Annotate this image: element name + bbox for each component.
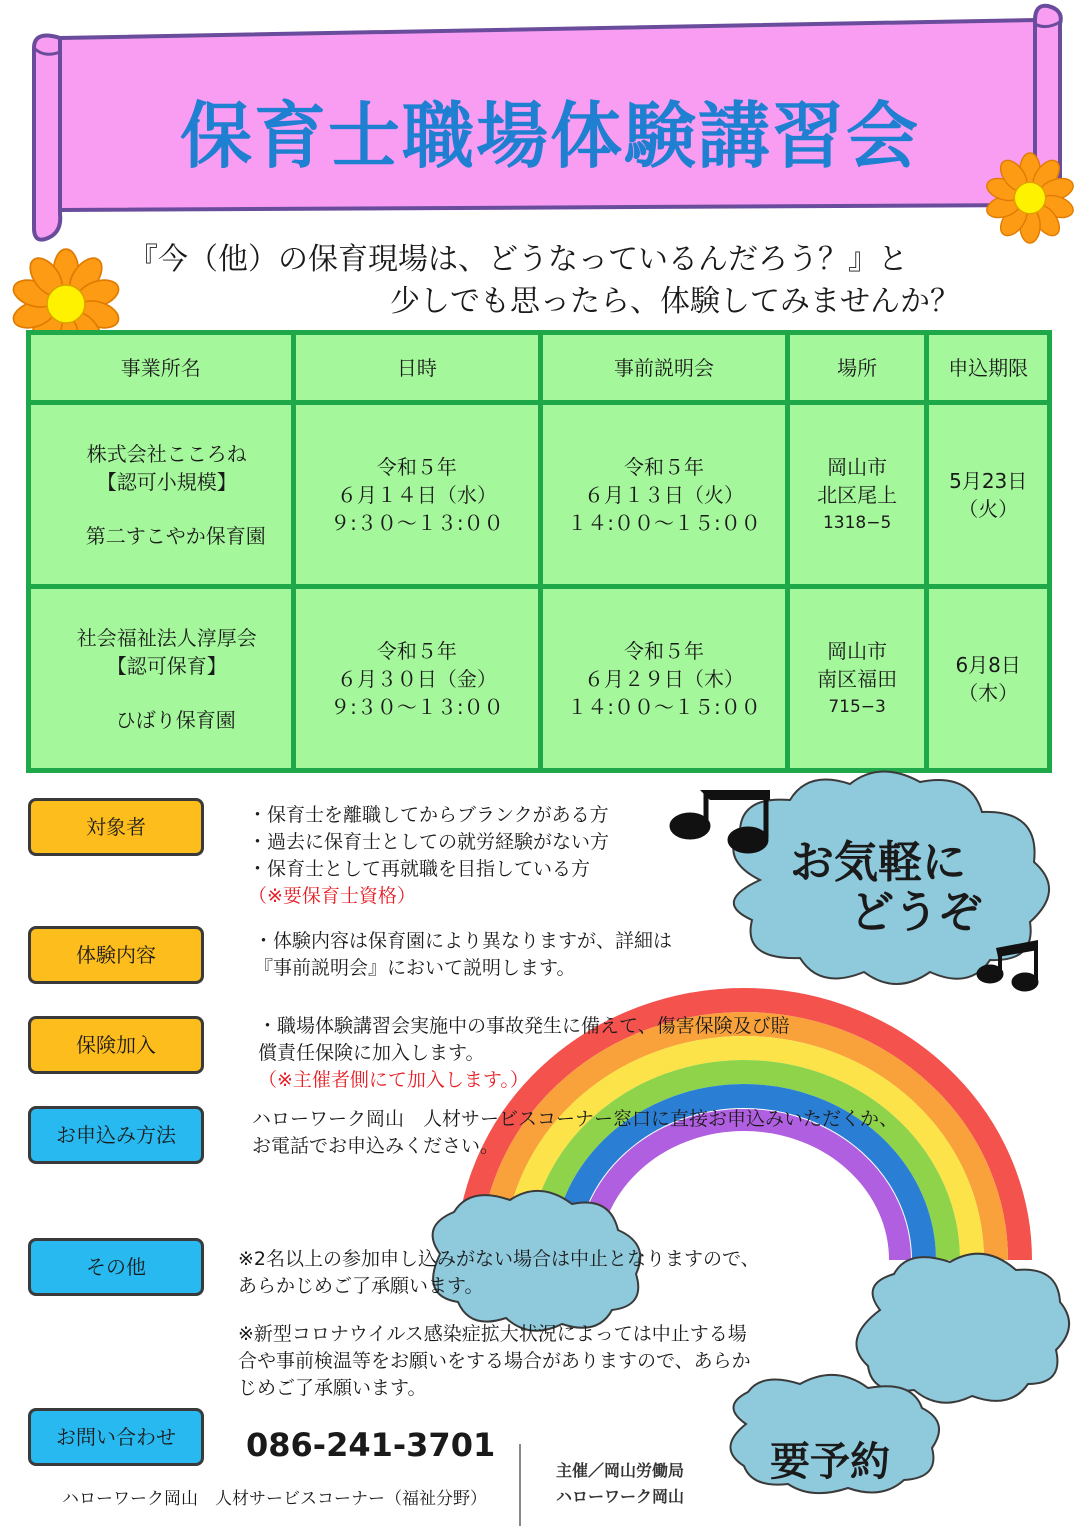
date-time: ９:３０～１３:００ — [330, 510, 504, 535]
content-label: 体験内容 — [28, 926, 204, 984]
other-text-1 — [238, 1246, 760, 1300]
sponsor — [556, 1458, 684, 1510]
header-place: 場所 — [787, 333, 927, 403]
facility-type: 【認可保育】 — [106, 653, 227, 678]
briefing-era: 令和５年 — [624, 638, 705, 663]
date-era: 令和５年 — [376, 454, 457, 479]
header-company: 事業所名 — [29, 333, 294, 403]
date-time: ９:３０～１３:００ — [330, 694, 504, 719]
insurance-label: 保険加入 — [28, 1016, 204, 1074]
content-line: 『事前説明会』において説明します。 — [254, 957, 576, 979]
sponsor-line2: ハローワーク岡山 — [556, 1487, 685, 1506]
cloud-icon — [856, 1254, 1069, 1403]
facility-name: ひばり保育園 — [115, 707, 236, 732]
insurance-text — [258, 1013, 790, 1094]
other-line: あらかじめご了承願います。 — [238, 1275, 484, 1297]
apply-label: お申込み方法 — [28, 1106, 204, 1164]
apply-line: お電話でお申込みください。 — [252, 1135, 500, 1157]
place-area: 北区尾上 — [817, 482, 898, 507]
office-name: ハローワーク岡山 人材サービスコーナー（福祉分野） — [62, 1489, 487, 1509]
other-line: 合や事前検温等をお願いをする場合がありますので、あらか — [238, 1350, 751, 1372]
other-line: じめご了承願います。 — [238, 1377, 427, 1399]
place-city: 岡山市 — [827, 454, 888, 479]
company-name: 社会福祉法人淳厚会 — [76, 625, 257, 650]
place-city: 岡山市 — [827, 638, 888, 663]
deadline-day: 6月8日 — [955, 652, 1021, 677]
target-line: ・保育士を離職してからブランクがある方 — [248, 804, 609, 826]
place-number: 1318−5 — [822, 512, 892, 533]
place-area: 南区福田 — [817, 666, 898, 691]
footer-divider — [519, 1444, 521, 1526]
page-title: 保育士職場体験講習会 — [179, 94, 920, 178]
cloud-line1: お気軽に — [790, 837, 966, 888]
facility-type: 【認可小規模】 — [96, 469, 237, 494]
content-text — [254, 928, 672, 982]
deadline-day: 5月23日 — [949, 468, 1028, 493]
target-note: （※要保育士資格） — [248, 885, 416, 907]
insurance-note: （※主催者側にて加入します。） — [258, 1069, 529, 1091]
cloud-line2: どうぞ — [850, 887, 982, 938]
other-line: ※2名以上の参加申し込みがない場合は中止となりますので、 — [238, 1248, 760, 1270]
insurance-line: ・職場体験講習会実施中の事故発生に備えて、傷害保険及び賠 — [258, 1015, 790, 1037]
briefing-time: １４:００～１５:００ — [567, 510, 761, 535]
sponsor-line1: 主催／岡山労働局 — [556, 1461, 685, 1480]
target-text — [248, 802, 609, 910]
cloud-message — [790, 838, 982, 938]
tagline-line1: 『今（他）の保育現場は、どうなっているんだろう？』と — [128, 242, 908, 277]
header-deadline: 申込期限 — [927, 333, 1050, 403]
target-line: ・保育士として再就職を目指している方 — [248, 858, 591, 880]
content-line: ・体験内容は保育園により異なりますが、詳細は — [254, 930, 673, 952]
target-label: 対象者 — [28, 798, 204, 856]
facility-name: 第二すこやか保育園 — [85, 523, 266, 548]
other-label: その他 — [28, 1238, 204, 1296]
apply-line: ハローワーク岡山 人材サービスコーナー窓口に直接お申込みいただくか、 — [252, 1108, 899, 1130]
date-day: ６月１４日（水） — [336, 482, 497, 507]
company-name: 株式会社こころね — [86, 441, 247, 466]
briefing-era: 令和５年 — [624, 454, 705, 479]
briefing-day: ６月１３日（火） — [584, 482, 745, 507]
target-line: ・過去に保育士としての就労経験がない方 — [248, 831, 610, 853]
deadline-weekday: （火） — [958, 496, 1019, 521]
date-day: ６月３０日（金） — [336, 666, 497, 691]
tagline-line2: 少しでも思ったら、体験してみませんか？ — [390, 284, 960, 319]
briefing-day: ６月２９日（木） — [584, 666, 745, 691]
insurance-line: 償責任保険に加入します。 — [258, 1042, 485, 1064]
place-number: 715−3 — [828, 696, 886, 717]
reservation-required: 要予約 — [770, 1439, 890, 1485]
other-line: ※新型コロナウイルス感染症拡大状況によっては中止する場 — [238, 1323, 747, 1345]
date-era: 令和５年 — [376, 638, 457, 663]
deadline-weekday: （木） — [958, 680, 1019, 705]
header-briefing: 事前説明会 — [541, 333, 788, 403]
apply-text — [252, 1106, 898, 1160]
other-text-2 — [238, 1321, 751, 1402]
header-date: 日時 — [293, 333, 541, 403]
contact-label: お問い合わせ — [28, 1408, 204, 1466]
phone-number[interactable]: 086-241-3701 — [246, 1426, 496, 1464]
briefing-time: １４:００～１５:００ — [567, 694, 761, 719]
